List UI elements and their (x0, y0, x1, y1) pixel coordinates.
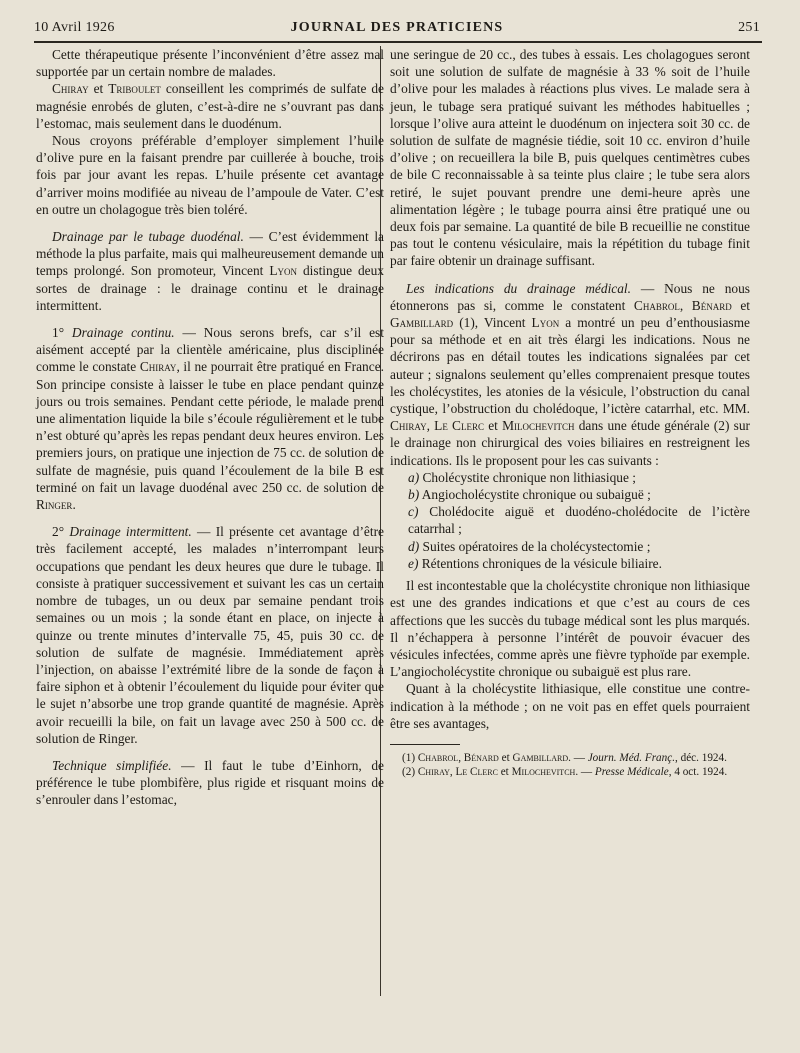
paragraph (36, 324, 384, 513)
list-item (390, 538, 750, 555)
header-page-number: 251 (738, 20, 760, 35)
text: et (484, 418, 503, 434)
text: — Il présente cet avantage d’être très facilement accepté, les malades n’interrompant leurs occupations que pendant les deux heures que dure le tubage. Il consiste à pratiquer successivement et suivant les cas un certain nombre de tubages, un ou deux par semaine pendant trois semaines ou un mois ; la sonde étant en place, on injecte à quinze ou trente minutes d’intervalle 75, 45, puis 30 cc. de solution de sulfate de magnésie. Immédiatement après l’injection, on abaisse l’extrémité libre de la sonde de façon à faire siphon et à obtenir l’écoulement du liquide pour éviter que le sujet n’absorbe une trop grande quantité de magnésie. Après avoir recueilli la bile, on fait un lavage avec 250 à 500 cc. de solution de Ringer. (36, 524, 384, 746)
author-name: Milochevitch (502, 418, 575, 434)
text: et (731, 297, 751, 313)
text: et (88, 81, 109, 97)
list-marker: d) (408, 538, 420, 554)
paragraph: Il est incontestable que la cholécystite chronique non lithiasique est une des grandes indications et que c’est au cours de ces affections que les succès du tubage médical sont les plus marqués. Il n’échappera à personne l’intérêt de pouvoir évacuer des vésicules infectées, comme après une fièvre typhoïde par exemple. L’angiocholécystite chronique ou subaiguë est plus rare. (390, 578, 750, 680)
publication-title: Presse Médicale (594, 765, 669, 778)
right-column (390, 46, 750, 779)
list-item (390, 555, 750, 572)
paragraph: Quant à la cholécystite lithiasique, elle constitue une contre-indication à la méthode ; on ne voit pas en effet quels pourraient être ses avantages, (390, 681, 750, 731)
list-item (390, 503, 750, 537)
paragraph (36, 523, 384, 747)
author-name: Triboulet (108, 81, 161, 97)
header-rule (34, 41, 762, 43)
author-name: Chabrol, Bénard (417, 751, 499, 764)
paragraph (36, 228, 384, 314)
author-name: Gambillard (390, 315, 454, 331)
text: 2° (52, 524, 70, 540)
author-name: Lyon (269, 263, 298, 279)
paragraph: Nous croyons préférable d’employer simplement l’huile d’olive pure en la faisant prendre par cuillerée à bouche, trois fois par jour avant les repas. L’huile présente cet avantage d’arriver moins modifiée au niveau de l’ampoule de Vater. C’est en outre un cholagogue très bien toléré. (36, 133, 384, 217)
text: dans une étude générale (2) sur le drainage non chirurgical des voies biliaires en restreignent les indications. Ils le proposent pour les cas suivants : (390, 418, 750, 468)
author-name: Ringer (36, 497, 73, 513)
paragraph (36, 757, 384, 809)
list-text: Cholédocite aiguë et duodéno-cholédocite de l’ictère catarrhal ; (408, 504, 750, 537)
text: — C’est évidemment la méthode la plus parfaite, mais qui malheureusement demande un temps prolongé. Son promoteur, Vincent (36, 229, 384, 279)
author-name: Milochevitch (511, 765, 576, 778)
text: conseillent les comprimés de sulfate de magnésie enrobés de gluten, c’est-à-dire ne s’ouvrant pas dans l’estomac, mais seulement dans le duodénum. (36, 81, 384, 131)
section-heading: Drainage par le tubage duodénal. (52, 229, 244, 245)
text: distingue deux sortes de drainage : le drainage continu et le drainage intermittent. (36, 263, 384, 313)
list-marker: a) (408, 469, 420, 485)
author-name: Chabrol, Bénard (633, 297, 732, 313)
list-marker: e) (408, 555, 419, 571)
list-item (390, 486, 750, 503)
list-text: Suites opératoires de la cholécystectomie ; (419, 538, 651, 554)
spacer (36, 513, 384, 523)
text: . (72, 497, 76, 513)
text: 1° (52, 325, 72, 341)
header-journal-title: JOURNAL DES PRATICIENS (290, 20, 504, 35)
list-item (390, 469, 750, 486)
publication-title: Journ. Méd. Franç. (587, 751, 676, 764)
list-marker: c) (408, 504, 419, 520)
author-name: Chiray (139, 359, 177, 375)
spacer (36, 218, 384, 228)
footnote-rule (390, 744, 460, 745)
footnote (390, 765, 750, 779)
header-date: 10 Avril 1926 (34, 20, 115, 35)
text: (2) (402, 765, 418, 778)
text: a montré un peu d’enthousiasme pour sa méthode et en ait très élargi les indications. Nous ne décrirons pas en détail toutes les indications signalées par cet auteur ; signalons seulement qu’elles comprenaient presque toutes les cholécystites, les atonies de la vésicule, l’obstruction du canal cystique, l’obstruction du cholédoque, l’ictère catarrhal, etc. MM. (390, 315, 750, 417)
author-name: Lyon (531, 315, 560, 331)
left-column (36, 46, 384, 809)
page-header (34, 20, 760, 40)
list-text: Cholécystite chronique non lithiasique ; (419, 469, 636, 485)
indications-list (390, 469, 750, 572)
spacer (36, 747, 384, 757)
author-name: Chiray, Le Clerc (417, 765, 498, 778)
footnote (390, 751, 750, 765)
list-text: Angiocholécystite chronique ou subaiguë ; (419, 487, 651, 503)
paragraph (390, 280, 750, 469)
author-name: Chiray, Le Clerc (390, 418, 484, 434)
text: (1) (402, 751, 418, 764)
text: — Il faut le tube d’Einhorn, de préférence le tube plombifère, plus rigide et risquant moins de s’enrouler dans l’estomac, (36, 757, 384, 808)
text: . — (575, 765, 595, 778)
author-name: Chiray (52, 81, 89, 97)
spacer (36, 314, 384, 324)
list-marker: b) (408, 487, 420, 503)
section-heading: Les indications du drainage médical. (406, 280, 631, 296)
text: , 4 oct. 1924. (668, 765, 728, 778)
paragraph: Cette thérapeutique présente l’inconvénient d’être assez mal supportée par un certain nombre de malades. (36, 47, 384, 80)
list-text: Rétentions chroniques de la vésicule biliaire. (418, 555, 662, 571)
section-heading: Technique simplifiée. (52, 757, 172, 773)
paragraph (36, 80, 384, 132)
text: . — (568, 751, 588, 764)
section-heading: Drainage intermittent. (69, 524, 192, 540)
text: (1), Vincent (453, 315, 532, 331)
text: et (497, 765, 512, 778)
text: — Nous serons brefs, car s’il est aisément accepté par la clientèle américaine, plus disciplinée comme le constate (36, 325, 384, 375)
footnotes (390, 751, 750, 779)
section-heading: Drainage continu. (71, 325, 175, 341)
spacer (390, 270, 750, 280)
author-name: Gambillard (512, 751, 569, 764)
paragraph: une seringue de 20 cc., des tubes à essais. Les cholagogues seront soit une solution de sulfate de magnésie à 33 % soit de l’huile d’olive pour les malades à réactions plus vives. Le malade sera à jeun, le tubage sera pratiqué suivant les méthodes habituelles ; lorsque l’olive aura atteint le duodénum on injectera soit 30 cc. de solution de sulfate de magnésie tiédie, soit 10 cc. environ d’huile d’olive ; on recueillera la bile B, puis quelques centimètres cubes de bile C reconnaissable à sa teinte plus claire ; le tube sera alors retiré, le sujet pouvant prendre une demi-heure après une alimentation légère ; le tubage pourra ainsi être pratiqué une ou deux fois par semaine. La quantité de bile B recueillie ne constitue pas tout le contenu vésiculaire, mais la répétition du tubage finit par faire obtenir un drainage suffisant. (390, 47, 750, 269)
text: — Nous ne nous étonnerons pas si, comme le constatent (390, 280, 750, 313)
text: et (498, 751, 513, 764)
text: , il ne pourrait être pratiqué en France. Son principe consiste à laisser le tube en place pendant quinze jours ou trois semaines. Pendant cette période, le malade prend une alimentation liquide la bile s’écoule régulièrement et le tube n’est obturé qu’après les repas pendant deux heures environ. Les premiers jours, on pratique une injection de 75 cc. de solution de sulfate de magnésie, puis quand l’écoulement de la bile B est terminé on fait un lavage duodénal avec 250 cc. de solution de (36, 359, 384, 495)
text: , déc. 1924. (675, 751, 727, 764)
